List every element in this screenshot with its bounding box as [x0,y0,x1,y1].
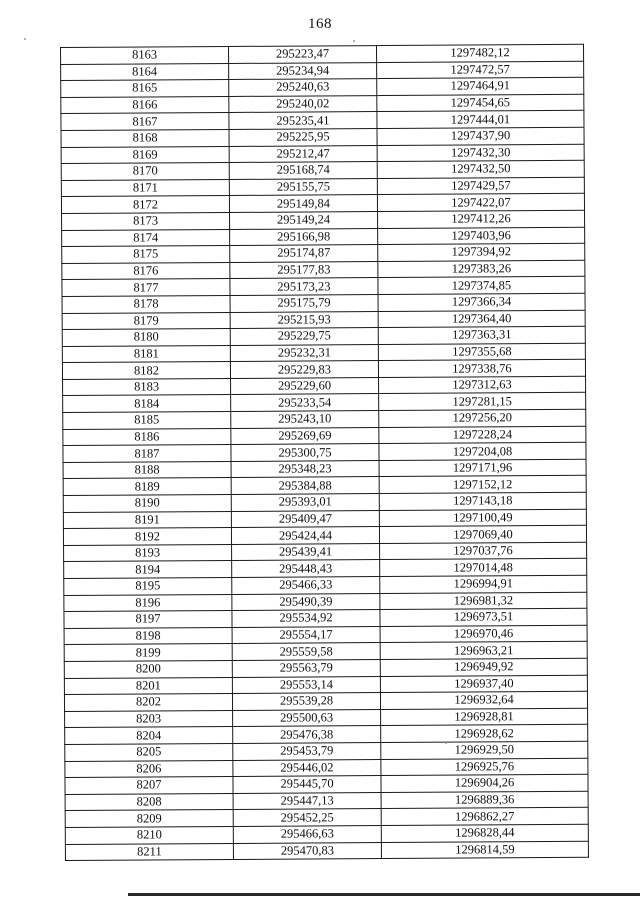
x-coordinate-cell: 295559,58 [232,643,380,660]
y-coordinate-cell: 1296889,36 [381,791,588,809]
x-coordinate-cell: 295384,88 [231,477,379,494]
point-number-cell: 8169 [61,146,229,164]
point-number-cell: 8198 [64,627,232,645]
point-number-cell: 8206 [65,760,233,778]
y-coordinate-cell: 1296970,46 [380,625,587,643]
coordinates-table-container [60,44,588,861]
y-coordinate-cell: 1296904,26 [381,774,588,792]
y-coordinate-cell: 1297100,49 [379,509,586,527]
x-coordinate-cell: 295225,95 [229,129,377,146]
x-coordinate-cell: 295466,63 [233,825,381,842]
y-coordinate-cell: 1297014,48 [380,559,587,577]
x-coordinate-cell: 295240,63 [229,79,377,96]
y-coordinate-cell: 1297312,63 [379,376,586,394]
point-number-cell: 8166 [61,96,229,114]
y-coordinate-cell: 1297394,92 [378,243,585,261]
y-coordinate-cell: 1297482,12 [376,44,583,62]
x-coordinate-cell: 295534,92 [232,610,380,627]
x-coordinate-cell: 295166,98 [230,228,378,245]
x-coordinate-cell: 295229,75 [230,328,378,345]
x-coordinate-cell: 295173,23 [230,278,378,295]
point-number-cell: 8190 [63,494,231,512]
y-coordinate-cell: 1296949,92 [380,658,587,676]
x-coordinate-cell: 295229,60 [231,377,379,394]
x-coordinate-cell: 295175,79 [230,294,378,311]
point-number-cell: 8175 [62,246,230,264]
y-coordinate-cell: 1296937,40 [380,675,587,693]
x-coordinate-cell: 295149,24 [230,212,378,229]
y-coordinate-cell: 1296814,59 [381,841,588,859]
bottom-scan-edge [128,893,640,896]
x-coordinate-cell: 295300,75 [231,444,379,461]
point-number-cell: 8173 [62,212,230,230]
point-number-cell: 8210 [65,826,233,844]
x-coordinate-cell: 295490,39 [232,593,380,610]
scan-speck [24,38,26,40]
x-coordinate-cell: 295466,33 [232,577,380,594]
y-coordinate-cell: 1297143,18 [379,492,586,510]
x-coordinate-cell: 295445,70 [233,776,381,793]
point-number-cell: 8188 [63,461,231,479]
x-coordinate-cell: 295233,54 [231,394,379,411]
y-coordinate-cell: 1297374,85 [378,277,585,295]
point-number-cell: 8211 [65,843,233,861]
y-coordinate-cell: 1296932,64 [380,691,587,709]
point-number-cell: 8202 [64,694,232,712]
x-coordinate-cell: 295470,83 [233,842,381,859]
point-number-cell: 8178 [62,295,230,313]
y-coordinate-cell: 1297363,31 [378,326,585,344]
point-number-cell: 8199 [64,644,232,662]
x-coordinate-cell: 295177,83 [230,261,378,278]
x-coordinate-cell: 295235,41 [229,112,377,129]
y-coordinate-cell: 1297228,24 [379,426,586,444]
y-coordinate-cell: 1296828,44 [381,824,588,842]
y-coordinate-cell: 1297432,30 [377,144,584,162]
point-number-cell: 8165 [61,80,229,98]
page-number: 168 [308,16,332,32]
x-coordinate-cell: 295476,38 [233,726,381,743]
point-number-cell: 8192 [63,528,231,546]
y-coordinate-cell: 1297412,26 [378,210,585,228]
x-coordinate-cell: 295453,79 [233,742,381,759]
x-coordinate-cell: 295446,02 [233,759,381,776]
x-coordinate-cell: 295174,87 [230,245,378,262]
y-coordinate-cell: 1296928,81 [381,708,588,726]
y-coordinate-cell: 1297204,08 [379,443,586,461]
point-number-cell: 8163 [61,46,229,64]
point-number-cell: 8197 [64,611,232,629]
point-number-cell: 8170 [61,163,229,181]
x-coordinate-cell: 295232,31 [230,344,378,361]
x-coordinate-cell: 295409,47 [231,510,379,527]
y-coordinate-cell: 1297281,15 [379,393,586,411]
point-number-cell: 8194 [64,561,232,579]
point-number-cell: 8172 [61,196,229,214]
point-number-cell: 8204 [65,727,233,745]
y-coordinate-cell: 1296929,50 [381,741,588,759]
coordinates-table [60,44,589,861]
x-coordinate-cell: 295539,28 [232,693,380,710]
x-coordinate-cell: 295348,23 [231,460,379,477]
point-number-cell: 8181 [62,345,230,363]
x-coordinate-cell: 295234,94 [229,62,377,79]
scan-speck [445,742,447,744]
x-coordinate-cell: 295447,13 [233,792,381,809]
table-row [65,841,588,861]
point-number-cell: 8187 [63,445,231,463]
point-number-cell: 8189 [63,478,231,496]
point-number-cell: 8209 [65,810,233,828]
x-coordinate-cell: 295500,63 [233,709,381,726]
x-coordinate-cell: 295212,47 [229,145,377,162]
y-coordinate-cell: 1297355,68 [378,343,585,361]
y-coordinate-cell: 1297464,91 [377,77,584,95]
y-coordinate-cell: 1297437,90 [377,127,584,145]
y-coordinate-cell: 1297422,07 [377,194,584,212]
point-number-cell: 8182 [62,362,230,380]
y-coordinate-cell: 1296981,32 [380,592,587,610]
y-coordinate-cell: 1297403,96 [378,227,585,245]
table-body [61,44,589,860]
point-number-cell: 8179 [62,312,230,330]
x-coordinate-cell: 295269,69 [231,427,379,444]
point-number-cell: 8186 [63,428,231,446]
x-coordinate-cell: 295155,75 [229,178,377,195]
point-number-cell: 8184 [63,395,231,413]
x-coordinate-cell: 295149,84 [229,195,377,212]
y-coordinate-cell: 1297383,26 [378,260,585,278]
y-coordinate-cell: 1297472,57 [377,61,584,79]
y-coordinate-cell: 1296928,62 [381,725,588,743]
y-coordinate-cell: 1297364,40 [378,310,585,328]
point-number-cell: 8180 [62,329,230,347]
y-coordinate-cell: 1296963,21 [380,642,587,660]
y-coordinate-cell: 1296973,51 [380,608,587,626]
point-number-cell: 8205 [65,743,233,761]
x-coordinate-cell: 295168,74 [229,162,377,179]
y-coordinate-cell: 1296925,76 [381,758,588,776]
x-coordinate-cell: 295215,93 [230,311,378,328]
scan-speck [353,40,355,42]
point-number-cell: 8168 [61,129,229,147]
point-number-cell: 8201 [64,677,232,695]
point-number-cell: 8207 [65,777,233,795]
x-coordinate-cell: 295424,44 [231,527,379,544]
point-number-cell: 8191 [63,511,231,529]
point-number-cell: 8200 [64,660,232,678]
point-number-cell: 8193 [64,544,232,562]
x-coordinate-cell: 295439,41 [232,543,380,560]
x-coordinate-cell: 295223,47 [228,46,376,63]
y-coordinate-cell: 1297037,76 [380,542,587,560]
point-number-cell: 8203 [65,710,233,728]
y-coordinate-cell: 1297432,50 [377,160,584,178]
point-number-cell: 8196 [64,594,232,612]
point-number-cell: 8183 [63,378,231,396]
point-number-cell: 8195 [64,577,232,595]
y-coordinate-cell: 1297454,65 [377,94,584,112]
y-coordinate-cell: 1297429,57 [377,177,584,195]
point-number-cell: 8174 [62,229,230,247]
point-number-cell: 8177 [62,279,230,297]
y-coordinate-cell: 1297152,12 [379,476,586,494]
x-coordinate-cell: 295229,83 [230,361,378,378]
point-number-cell: 8208 [65,793,233,811]
x-coordinate-cell: 295554,17 [232,626,380,643]
y-coordinate-cell: 1296862,27 [381,808,588,826]
y-coordinate-cell: 1297444,01 [377,111,584,129]
y-coordinate-cell: 1297171,96 [379,459,586,477]
x-coordinate-cell: 295553,14 [232,676,380,693]
x-coordinate-cell: 295393,01 [231,494,379,511]
point-number-cell: 8185 [63,412,231,430]
point-number-cell: 8167 [61,113,229,131]
point-number-cell: 8171 [61,179,229,197]
y-coordinate-cell: 1297366,34 [378,293,585,311]
y-coordinate-cell: 1297256,20 [379,409,586,427]
point-number-cell: 8164 [61,63,229,81]
y-coordinate-cell: 1297338,76 [378,360,585,378]
x-coordinate-cell: 295563,79 [232,660,380,677]
point-number-cell: 8176 [62,262,230,280]
y-coordinate-cell: 1297069,40 [379,526,586,544]
x-coordinate-cell: 295240,02 [229,95,377,112]
y-coordinate-cell: 1296994,91 [380,575,587,593]
x-coordinate-cell: 295243,10 [231,411,379,428]
x-coordinate-cell: 295448,43 [232,560,380,577]
x-coordinate-cell: 295452,25 [233,809,381,826]
